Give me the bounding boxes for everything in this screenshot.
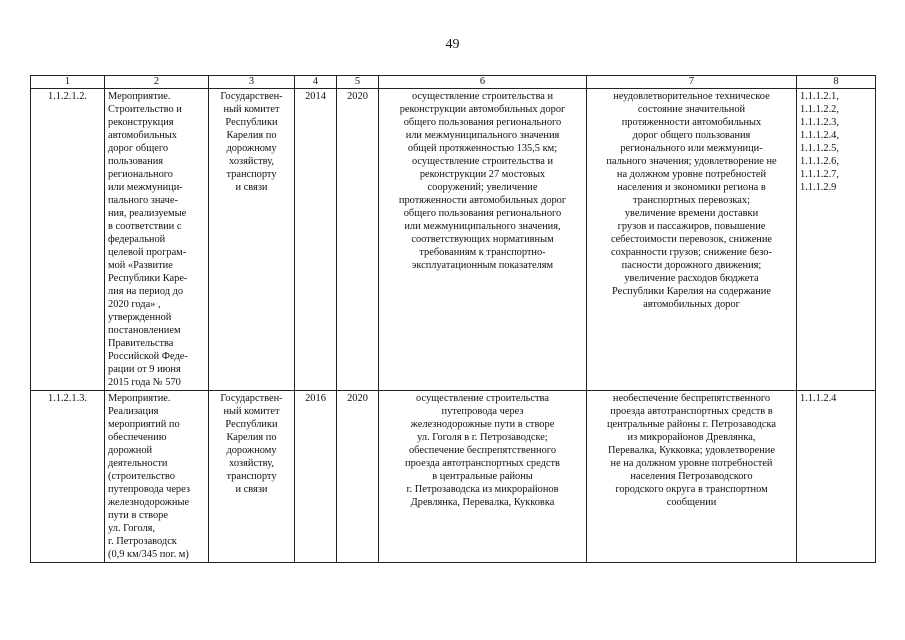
table-row — [31, 391, 876, 563]
measures-table — [30, 75, 876, 563]
row-consequences: необеспечение беспрепятственного проезда автотранспортных средств в центральные районы г. Петрозаводска из микрорайонов Древлянка, Перевалка, Кукковка; удовлетворение не на должном уровне потребностей населения Петрозаводского городского округа в транспортном сообщении — [587, 391, 797, 563]
row-indicators: 1.1.1.2.1, 1.1.1.2.2, 1.1.1.2.3, 1.1.1.2.4, 1.1.1.2.5, 1.1.1.2.6, 1.1.1.2.7, 1.1.1.2.9 — [797, 89, 876, 391]
col-header-1: 1 — [31, 76, 105, 89]
col-header-3: 3 — [209, 76, 295, 89]
row-result: осуществление строительства путепровода через железнодорожные пути в створе ул. Гоголя в г. Петрозаводске; обеспечение беспрепятственного проезда автотранспортных средств в центральные районы г. Петрозаводска из микрорайонов Древлянка, Перевалка, Кукковка — [379, 391, 587, 563]
col-header-4: 4 — [295, 76, 337, 89]
row-consequences: неудовлетворительное техническое состояние значительной протяженности автомобильных дорог общего пользования регионального или межмуници- пального значения; удовлетворение не на должном уровне потребностей населения и экономики региона в транспортных перевозках; увеличение времени доставки грузов и пассажиров, повышение себестоимости перевозок, снижение сохранности грузов; снижение безо- пасности дорожного движения; увеличение расходов бюджета Республики Карелия на содержание автомобильных дорог — [587, 89, 797, 391]
row-end-year: 2020 — [337, 89, 379, 391]
table-row — [31, 89, 876, 391]
row-executor: Государствен- ный комитет Республики Карелия по дорожному хозяйству, транспорту и связи — [209, 391, 295, 563]
row-code: 1.1.2.1.3. — [31, 391, 105, 563]
page-number: 49 — [445, 37, 460, 52]
row-start-year: 2016 — [295, 391, 337, 563]
row-executor: Государствен- ный комитет Республики Карелия по дорожному хозяйству, транспорту и связи — [209, 89, 295, 391]
row-end-year: 2020 — [337, 391, 379, 563]
header-row — [31, 76, 876, 89]
row-event: Мероприятие. Строительство и реконструкция автомобильных дорог общего пользования регионального или межмуници- пального значе- ния, реализуемые в соответствии с федеральной целевой програм- мой «Развитие Республики Каре- лия на период до 2020 года» , утвержденной постановлением Правительства Российской Феде- рации от 9 июня 2015 года № 570 — [105, 89, 209, 391]
row-event: Мероприятие. Реализация мероприятий по обеспечению дорожной деятельности (строительство путепровода через железнодорожные пути в створе ул. Гоголя, г. Петрозаводск (0,9 км/345 пог. м) — [105, 391, 209, 563]
col-header-7: 7 — [587, 76, 797, 89]
row-result: осуществление строительства и реконструкции автомобильных дорог общего пользования регионального или межмуниципального значения общей протяженностью 135,5 км; осуществление строительства и реконструкции 27 мостовых сооружений; увеличение протяженности автомобильных дорог общего пользования регионального или межмуниципального значения, соответствующих нормативным требованиям к транспортно- эксплуатационным показателям — [379, 89, 587, 391]
col-header-2: 2 — [105, 76, 209, 89]
row-indicators: 1.1.1.2.4 — [797, 391, 876, 563]
col-header-5: 5 — [337, 76, 379, 89]
col-header-8: 8 — [797, 76, 876, 89]
row-code: 1.1.2.1.2. — [31, 89, 105, 391]
row-start-year: 2014 — [295, 89, 337, 391]
col-header-6: 6 — [379, 76, 587, 89]
